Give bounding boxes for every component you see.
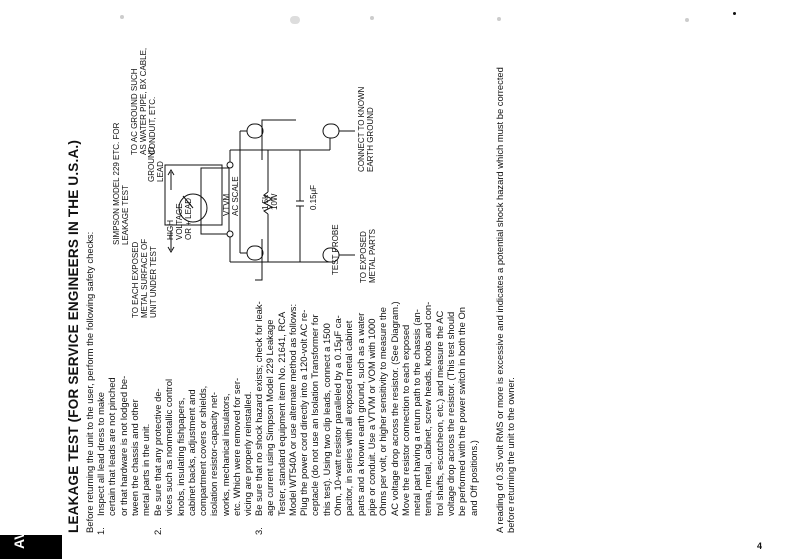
scan-speck bbox=[733, 12, 736, 15]
item-3-number: 3. bbox=[253, 527, 264, 535]
item-1-text: Inspect all lead dress to make certain that leads are not pinched or that hardware is not lodged be- tween the chassis and other metal parts in the unit. bbox=[95, 375, 152, 516]
label-ground-lead: GROUND LEAD bbox=[147, 146, 165, 182]
item-3-text: Be sure that no shock hazard exists; check for leak- age current using Simpson Model 229 Leakage Tester, standard equipment item No. 21641, RCA Model WT540A or use alternate method as follows: Plug the power cord directly into a 120-volt AC re- ceptacle (do not use an Isolation Transformer for this test). Using two clip leads, connect a 1500 Ohm, 10-watt resistor paralleled by a 0.15μF ca- pacitor, in series with all exposed metal cabinet parts and a known earth ground, such as a water pipe or conduit. Use a VTVM or VOM with 1000 Ohms per volt, or higher sensitivity to measure the AC voltage drop across the resistor. (See Diagram.) Move the resistor connection to each exposed metal part having a return path to the chassis (an- tenna, metal, cabinet, screw heads, knobs and con- trol shafts, escutcheon, etc.) and measure the AC voltage drop across the resistor. (This test should be performed with the power switch in both the On and Off positions.) bbox=[253, 301, 479, 516]
vtvm-terminal-right bbox=[227, 162, 233, 168]
label-exposed-metal-surface: TO EACH EXPOSED METAL SURFACE OF UNIT UNDER TEST bbox=[131, 238, 158, 318]
vtvm-terminal-left bbox=[227, 231, 233, 237]
label-resistor: 1.5k 10W bbox=[261, 193, 279, 210]
clip-bottom-right bbox=[323, 124, 339, 138]
label-earth-ground: CONNECT TO KNOWN EARTH GROUND bbox=[357, 86, 375, 172]
scan-speck bbox=[120, 15, 124, 19]
clip-top-right bbox=[247, 124, 263, 138]
item-1-number: 1. bbox=[95, 527, 106, 535]
label-simpson: SIMPSON MODEL 229 ETC. FOR LEAKAGE TEST bbox=[112, 122, 130, 245]
clip-bottom-left bbox=[323, 248, 339, 262]
page-number: 4 bbox=[757, 541, 763, 551]
page-title: LEAKAGE TEST (FOR SERVICE ENGINEERS IN THE U.S.A.) bbox=[66, 139, 81, 533]
scan-speck bbox=[290, 16, 300, 24]
clip-top-left bbox=[247, 246, 263, 260]
label-capacitor: 0.15μF bbox=[309, 184, 318, 210]
label-test-probe: TEST PROBE bbox=[331, 224, 340, 275]
label-exposed-metal-parts: TO EXPOSED METAL PARTS bbox=[359, 229, 377, 283]
scan-speck bbox=[685, 18, 689, 22]
label-ac-ground: TO AC GROUND SUCH AS WATER PIPE, BX CABLE, CONDUIT, ETC. bbox=[130, 47, 157, 155]
resistor-zigzag bbox=[264, 192, 272, 214]
label-high-voltage: HIGH VOLTAGE OR + LEAD bbox=[166, 197, 193, 240]
scan-speck bbox=[370, 16, 374, 20]
scan-speck bbox=[497, 17, 501, 21]
wire-right-top bbox=[262, 120, 296, 160]
intro-text: Before returning the unit to the user, perform the following safety checks: bbox=[84, 231, 95, 533]
item-2-text: Be sure that any protective de- vices such as nonmetallic control knobs, insulating fishpapers, cabinet backs, adjustment and compartment covers or shields, isolation resistor-capacity net- works, mechanical insulators, etc. Which were removed for ser- vicing are properly reinstalled. bbox=[152, 377, 254, 516]
meter-needle bbox=[183, 196, 193, 208]
label-vtvm: VTVM AC SCALE bbox=[222, 176, 240, 216]
item-2-number: 2. bbox=[152, 527, 163, 535]
model-label: AVR70 bbox=[11, 504, 27, 549]
footer-text: A reading of 0.35 volt RMS or more is excessive and indicates a potential shock hazard which must be corrected before returning the unit to the owner. bbox=[494, 67, 517, 533]
